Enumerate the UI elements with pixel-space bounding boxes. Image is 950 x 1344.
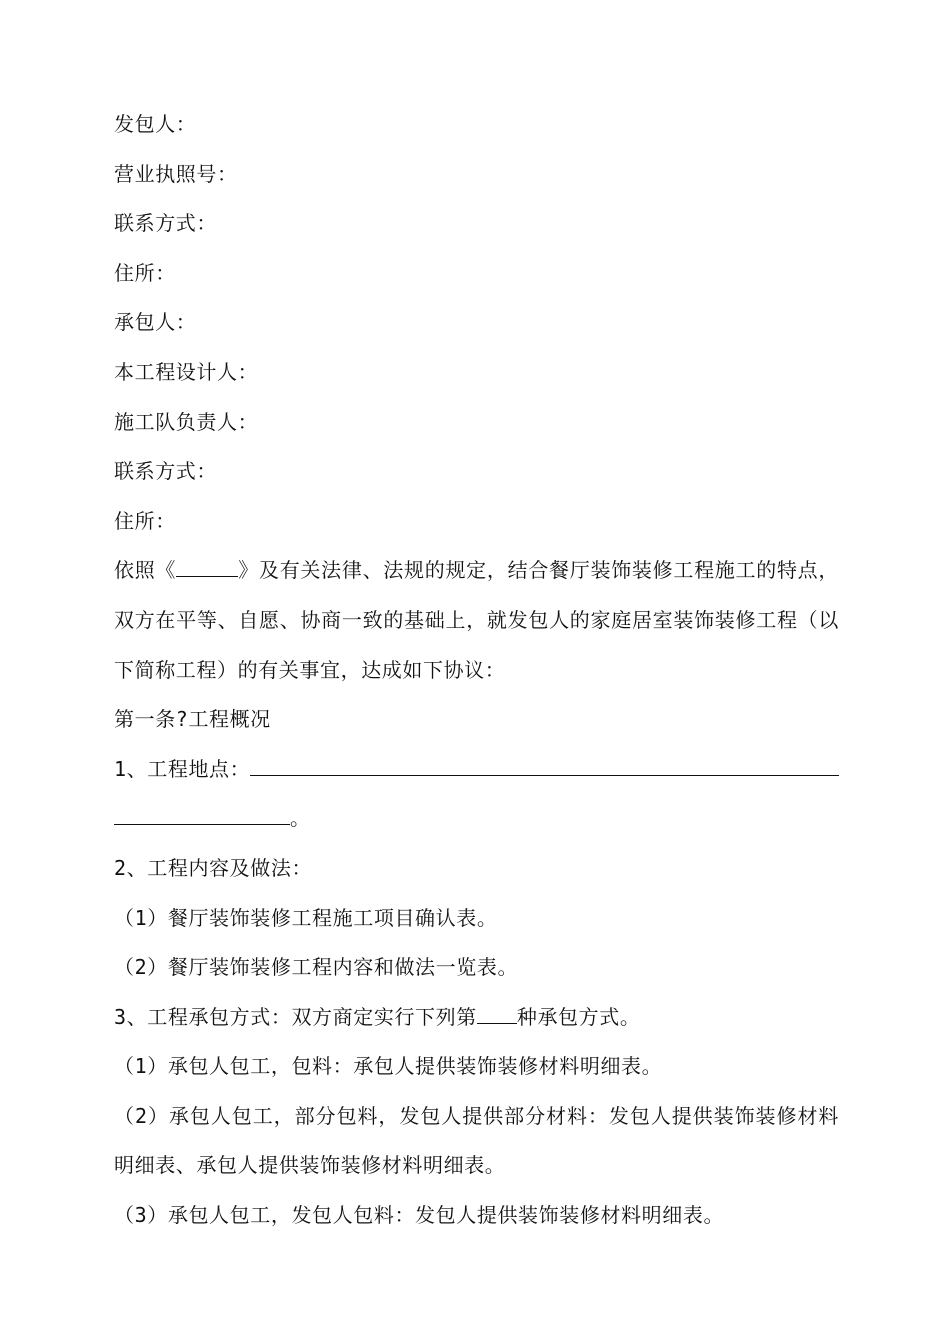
contractor-contact-field: 联系方式： bbox=[114, 459, 217, 484]
intro-prefix: 依照《 bbox=[114, 558, 177, 583]
location-blank-2 bbox=[114, 798, 290, 825]
item3-sub2: （2）承包人包工，部分包料，发包人提供部分材料：发包人提供装饰装修材料明细表、承包人提供装饰装修材料明细表。 bbox=[114, 1103, 839, 1178]
item3-suffix: 种承包方式。 bbox=[516, 1004, 641, 1029]
method-number-blank bbox=[477, 997, 517, 1024]
item2-sub2: （2）餐厅装饰装修工程内容和做法一览表。 bbox=[114, 955, 519, 980]
item2-sub1: （1）餐厅装饰装修工程施工项目确认表。 bbox=[114, 905, 498, 930]
license-field: 营业执照号： bbox=[114, 161, 238, 186]
contract-page bbox=[114, 100, 839, 1241]
item2-label: 2、工程内容及做法： bbox=[114, 855, 313, 880]
contractor-address-field: 住所： bbox=[114, 508, 176, 533]
team-leader-field: 施工队负责人： bbox=[114, 409, 259, 434]
item1-end: 。 bbox=[290, 806, 311, 831]
item1-location bbox=[114, 745, 839, 795]
article1-title: 第一条?工程概况 bbox=[114, 707, 271, 732]
item3-prefix: 3、工程承包方式：双方商定实行下列第 bbox=[114, 1004, 477, 1029]
intro-paragraph bbox=[114, 546, 839, 695]
item1-label: 1、工程地点： bbox=[114, 756, 251, 781]
item1-location-cont bbox=[114, 794, 839, 844]
location-blank-1 bbox=[250, 749, 839, 776]
item3-line bbox=[114, 993, 839, 1043]
employer-address-field: 住所： bbox=[114, 260, 176, 285]
designer-field: 本工程设计人： bbox=[114, 359, 259, 384]
item3-sub3: （3）承包人包工，发包人包料：发包人提供装饰装修材料明细表。 bbox=[114, 1203, 725, 1228]
law-name-blank bbox=[176, 550, 238, 577]
contractor-field: 承包人： bbox=[114, 310, 197, 335]
employer-field: 发包人： bbox=[114, 112, 197, 136]
intro-suffix: 》及有关法律、法规的规定，结合餐厅装饰装修工程施工的特点，双方在平等、自愿、协商一致的基础上，就发包人的家庭居室装饰装修工程（以下简称工程）的有关事宜，达成如下协议： bbox=[114, 558, 839, 682]
employer-contact-field: 联系方式： bbox=[114, 211, 217, 236]
item3-sub1: （1）承包人包工，包料：承包人提供装饰装修材料明细表。 bbox=[114, 1054, 663, 1079]
